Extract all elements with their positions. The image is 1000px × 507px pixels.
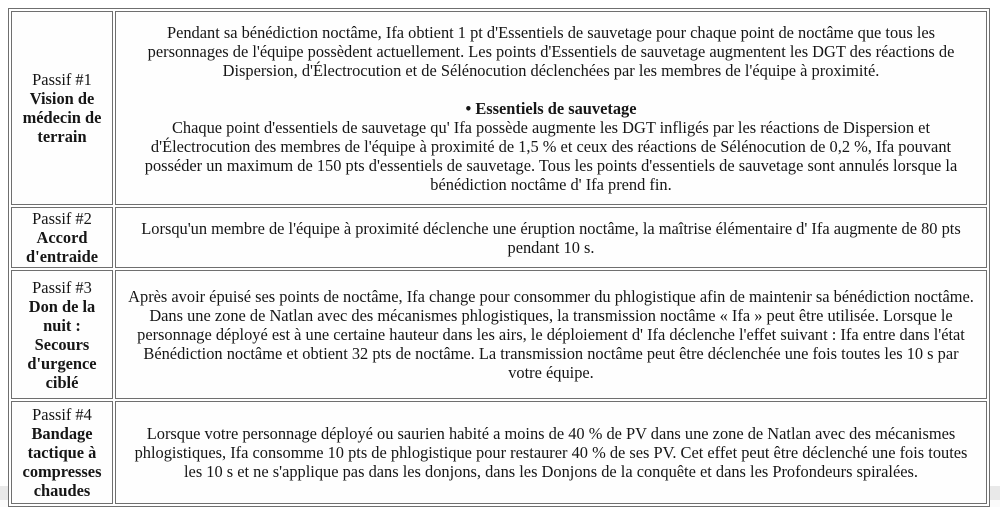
description-paragraph: Lorsque votre personnage déployé ou saurien habité a moins de 40 % de PV dans une zone de Natlan avec des mécanismes phlogistiques, Ifa consomme 10 pts de phlogistique pour restaurer 40 % de ses PV. Cet effet peut être déclenché une fois toutes les 10 s et ne s'applique pas dans les donjons, dans les Donjons de la conquête et dans les Profondeurs spiralées. (134, 424, 968, 481)
passive-description-cell (115, 401, 987, 504)
passive-number: Passif #2 (32, 209, 92, 228)
description-paragraph: Pendant sa bénédiction noctâme, Ifa obtient 1 pt d'Essentiels de sauvetage pour chaque point de noctâme que tous les personnages de l'équipe possèdent actuellement. Les points d'Essentiels de sauvetage augmentent les DGT des réactions de Dispersion, d'Électrocution et de Sélénocution déclenchées par les membres de l'équipe à proximité. (147, 22, 955, 80)
passive-name: Vision de médecin de terrain (22, 89, 102, 146)
passive-name: Bandage tactique à compresses chaudes (22, 424, 102, 500)
passive-name: Don de la nuit : Secours d'urgence ciblé (27, 296, 97, 392)
description-paragraph: Après avoir épuisé ses points de noctâme, Ifa change pour consommer du phlogistique afin de maintenir sa bénédiction noctâme. (128, 287, 974, 306)
passive-description-cell (115, 11, 987, 205)
passive-label-cell (11, 11, 113, 205)
passives-table (8, 8, 990, 507)
description-paragraph: Lorsqu'un membre de l'équipe à proximité déclenche une éruption noctâme, la maîtrise élémentaire d' Ifa augmente de 80 pts pendant 10 s. (141, 218, 961, 257)
passive-row-3 (11, 270, 987, 399)
description-paragraph: Chaque point d'essentiels de sauvetage qu' Ifa possède augmente les DGT infligés par les réactions de Dispersion et d'Électrocution des membres de l'équipe à proximité de 1,5 % et ceux des réactions de Sélénocution de 0,2 %, Ifa pouvant posséder un maximum de 150 pts d'essentiels de sauvetage. Tous les points d'essentiels de sauvetage sont annulés lorsque la bénédiction noctâme d' Ifa prend fin. (144, 117, 958, 194)
passive-description-cell (115, 207, 987, 268)
passive-name: Accord d'entraide (26, 228, 98, 266)
passive-row-2 (11, 207, 987, 268)
passive-row-4 (11, 401, 987, 504)
passive-label-cell (11, 270, 113, 399)
passive-number: Passif #4 (32, 405, 92, 424)
passive-number: Passif #1 (32, 70, 92, 89)
description-paragraph: Dans une zone de Natlan avec des mécanismes phlogistiques, la transmission noctâme « Ifa » peut être utilisée. Lorsque le personnage déployé est à une certaine hauteur dans les airs, le déploiement d' Ifa déclenche l'effet suivant : Ifa entre dans l'état Bénédiction noctâme et obtient 32 pts de noctâme. La transmission noctâme peut être déclenchée une fois toutes les 10 s par votre équipe. (137, 306, 965, 382)
bullet-heading: • Essentiels de sauvetage (465, 98, 637, 118)
passive-description-cell (115, 270, 987, 399)
passive-label-cell (11, 401, 113, 504)
passive-number: Passif #3 (32, 277, 92, 297)
passive-row-1 (11, 11, 987, 205)
passive-label-cell (11, 207, 113, 268)
